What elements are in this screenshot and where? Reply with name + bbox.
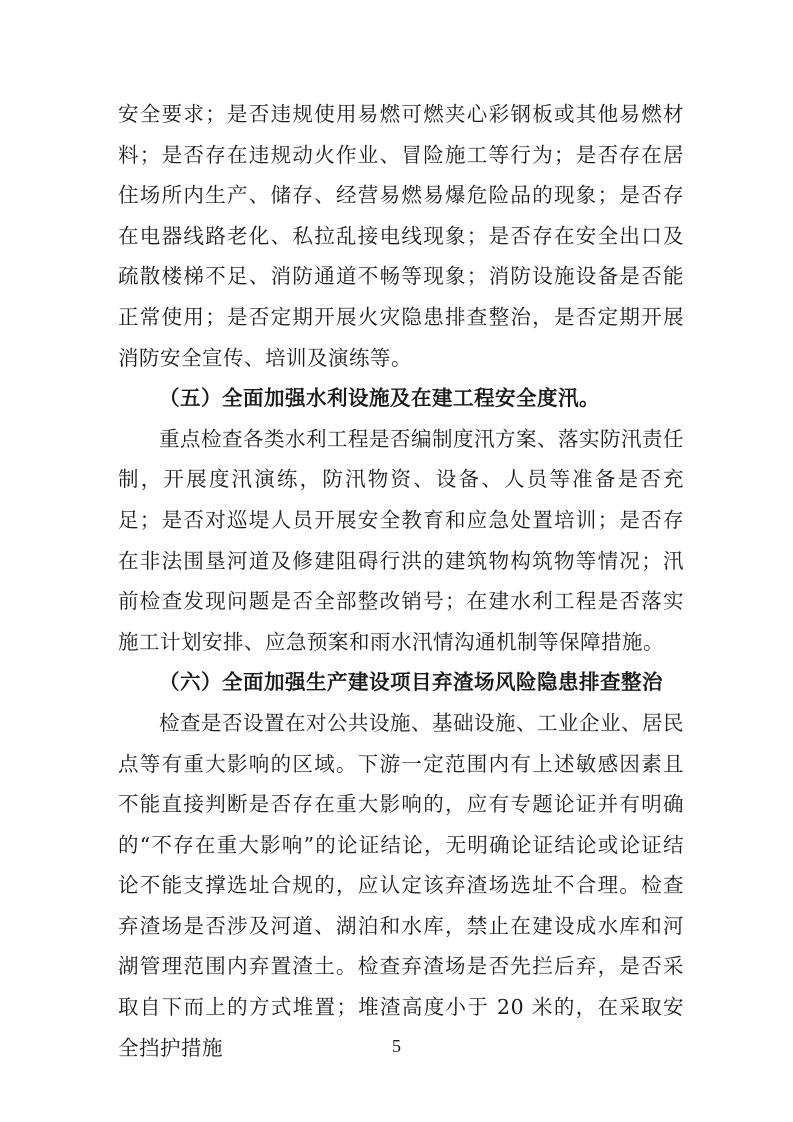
paragraph-water-conservancy: 重点检查各类水利工程是否编制度汛方案、落实防汛责任制，开展度汛演练，防汛物资、设备、人员等准备是否充足；是否对巡堤人员开展安全教育和应急处置培训；是否存在非法围垦河道及修建阻碍行洪的建筑物构筑物等情况；汛前检查发现问题是否全部整改销号；在建水利工程是否落实施工计划安排、应急预案和雨水汛情沟通机制等保障措施。 bbox=[118, 426, 684, 654]
paragraph-continuation: 安全要求；是否违规使用易燃可燃夹心彩钢板或其他易燃材料；是否存在违规动火作业、冒险施工等行为；是否存在居住场所内生产、储存、经营易燃易爆危险品的现象；是否存在电器线路老化、私拉乱接电线现象；是否存在安全出口及疏散楼梯不足、消防通道不畅等现象；消防设施设备是否能正常使用；是否定期开展火灾隐患排查整治，是否定期开展消防安全宣传、培训及演练等。 bbox=[118, 102, 684, 370]
document-body bbox=[118, 94, 684, 1068]
page-number: 5 bbox=[392, 1036, 401, 1056]
section-heading-6: （六）全面加强生产建设项目弃渣场风险隐患排查整治 bbox=[159, 670, 663, 695]
paragraph-spoil-ground: 检查是否设置在对公共设施、基础设施、工业企业、居民点等有重大影响的区域。下游一定范围内有上述敏感因素且不能直接判断是否存在重大影响的，应有专题论证并有明确的“不存在重大影响”的论证结论，无明确论证结论或论证结论不能支撑选址合规的，应认定该弃渣场选址不合理。检查弃渣场是否涉及河道、湖泊和水库，禁止在建设成水库和河湖管理范围内弃置渣土。检查弃渣场是否先拦后弃，是否采取自下而上的方式堆置；堆渣高度小于 20 米的，在采取安全挡护措施 bbox=[118, 710, 684, 1060]
section-heading-5: （五）全面加强水利设施及在建工程安全度汛。 bbox=[159, 386, 600, 411]
